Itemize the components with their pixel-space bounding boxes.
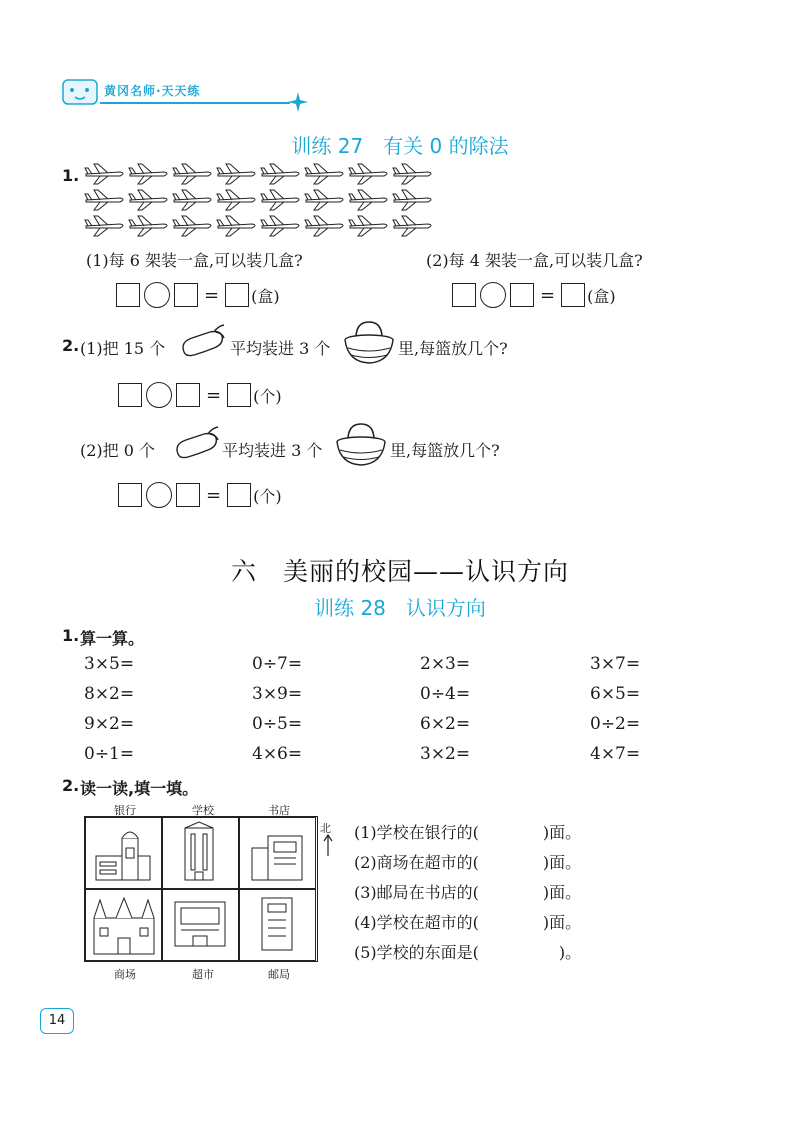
q2-sub1-equation: = (个) bbox=[118, 382, 282, 408]
map-cell-post-office bbox=[239, 889, 316, 961]
map-label-post-office: 邮局 bbox=[268, 968, 290, 981]
airplane-icon bbox=[85, 190, 123, 210]
direction-question-4: (4)学校在超市的( )面。 bbox=[354, 913, 582, 932]
calc-item: 3×7= bbox=[590, 654, 641, 674]
q2-sub2-text-a: (2)把 0 个 bbox=[80, 441, 156, 460]
calc-item: 4×7= bbox=[590, 744, 641, 764]
q1-sub1-equation: = (盒) bbox=[116, 282, 280, 308]
calc-item: 2×3= bbox=[420, 654, 471, 674]
answer-box[interactable] bbox=[118, 383, 142, 407]
q1-sub2-equation: = (盒) bbox=[452, 282, 616, 308]
map-label-school: 学校 bbox=[192, 804, 214, 817]
airplane-icon bbox=[349, 190, 387, 210]
q1-sub1-text: (1)每 6 架装一盒,可以装几盒? bbox=[86, 251, 303, 270]
supermarket-building-icon bbox=[163, 890, 240, 962]
q2-sub2-text-c: 里,每篮放几个? bbox=[390, 441, 500, 460]
calc-item: 9×2= bbox=[84, 714, 135, 734]
airplane-icon bbox=[173, 164, 211, 184]
airplane-icon bbox=[85, 216, 123, 236]
unit-label: (盒) bbox=[587, 286, 616, 306]
direction-question-3: (3)邮局在书店的( )面。 bbox=[354, 883, 582, 902]
calc-item: 8×2= bbox=[84, 684, 135, 704]
airplane-icon bbox=[85, 164, 123, 184]
q2-sub1-text-c: 里,每篮放几个? bbox=[398, 339, 508, 358]
map-grid bbox=[84, 816, 318, 962]
airplane-icon bbox=[393, 216, 431, 236]
eggplant-icon bbox=[178, 322, 228, 360]
north-label: 北 bbox=[320, 822, 331, 835]
direction-map bbox=[84, 802, 332, 982]
calc-item: 0÷2= bbox=[590, 714, 641, 734]
airplane-icon bbox=[305, 190, 343, 210]
answer-box[interactable] bbox=[452, 283, 476, 307]
map-cell-school bbox=[162, 817, 239, 889]
airplane-icon bbox=[305, 164, 343, 184]
basket-icon bbox=[334, 420, 388, 470]
answer-box[interactable] bbox=[227, 383, 251, 407]
airplane-icon bbox=[129, 216, 167, 236]
airplane-icon bbox=[261, 190, 299, 210]
answer-box[interactable] bbox=[561, 283, 585, 307]
calc-item: 3×2= bbox=[420, 744, 471, 764]
map-label-mall: 商场 bbox=[114, 968, 136, 981]
brand-text: 黄冈名师·天天练 bbox=[104, 84, 201, 98]
map-label-bank: 银行 bbox=[114, 804, 136, 817]
l28-question-1-label: 算一算。 bbox=[80, 629, 145, 648]
map-cell-bookstore bbox=[239, 817, 316, 889]
unit-label: (个) bbox=[253, 486, 282, 506]
calc-item: 6×5= bbox=[590, 684, 641, 704]
direction-question-2: (2)商场在超市的( )面。 bbox=[354, 853, 582, 872]
map-label-supermarket: 超市 bbox=[192, 968, 214, 981]
post-office-building-icon bbox=[240, 890, 317, 962]
unit-label: (个) bbox=[253, 386, 282, 406]
basket-icon bbox=[342, 318, 396, 368]
eggplant-icon bbox=[172, 424, 222, 462]
airplane-icon bbox=[129, 164, 167, 184]
q2-sub1-text-a: (1)把 15 个 bbox=[80, 339, 166, 358]
airplane-icon bbox=[349, 216, 387, 236]
question-1-number: 1. bbox=[62, 166, 80, 185]
airplane-icon bbox=[349, 164, 387, 184]
airplane-icon bbox=[173, 190, 211, 210]
unit-6-title: 六 美丽的校园——认识方向 bbox=[230, 557, 569, 586]
sparkle-icon bbox=[288, 92, 308, 112]
map-cell-supermarket bbox=[162, 889, 239, 961]
answer-box[interactable] bbox=[174, 283, 198, 307]
question-2-number: 2. bbox=[62, 336, 80, 355]
operator-circle[interactable] bbox=[144, 282, 170, 308]
calc-item: 3×9= bbox=[252, 684, 303, 704]
school-building-icon bbox=[163, 818, 240, 890]
lesson-27-title: 训练 27 有关 0 的除法 bbox=[291, 134, 509, 158]
airplane-icon bbox=[217, 164, 255, 184]
q1-sub2-text: (2)每 4 架装一盒,可以装几盒? bbox=[426, 251, 643, 270]
q2-sub1-text-b: 平均装进 3 个 bbox=[230, 339, 331, 358]
l28-question-1-number: 1. bbox=[62, 626, 80, 645]
answer-box[interactable] bbox=[116, 283, 140, 307]
calc-item: 0÷7= bbox=[252, 654, 303, 674]
calc-item: 4×6= bbox=[252, 744, 303, 764]
brand-underline bbox=[100, 102, 290, 104]
operator-circle[interactable] bbox=[146, 482, 172, 508]
q2-sub2-equation: = (个) bbox=[118, 482, 282, 508]
airplanes-illustration bbox=[84, 162, 444, 240]
airplane-icon bbox=[393, 190, 431, 210]
direction-question-5: (5)学校的东面是( )。 bbox=[354, 943, 582, 962]
operator-circle[interactable] bbox=[146, 382, 172, 408]
l28-question-2-number: 2. bbox=[62, 776, 80, 795]
operator-circle[interactable] bbox=[480, 282, 506, 308]
answer-box[interactable] bbox=[176, 383, 200, 407]
airplane-icon bbox=[217, 216, 255, 236]
airplane-icon bbox=[305, 216, 343, 236]
map-label-bookstore: 书店 bbox=[268, 804, 290, 817]
answer-box[interactable] bbox=[176, 483, 200, 507]
bank-building-icon bbox=[86, 818, 163, 890]
airplane-icon bbox=[393, 164, 431, 184]
l28-question-2-label: 读一读,填一填。 bbox=[80, 779, 199, 798]
calc-item: 0÷4= bbox=[420, 684, 471, 704]
map-cell-bank bbox=[85, 817, 162, 889]
mall-building-icon bbox=[86, 890, 163, 962]
q2-sub2-text-b: 平均装进 3 个 bbox=[222, 441, 323, 460]
calc-item: 6×2= bbox=[420, 714, 471, 734]
page-number: 14 bbox=[40, 1008, 74, 1034]
direction-question-1: (1)学校在银行的( )面。 bbox=[354, 823, 582, 842]
airplane-icon bbox=[129, 190, 167, 210]
answer-box[interactable] bbox=[227, 483, 251, 507]
airplane-icon bbox=[173, 216, 211, 236]
north-arrow-icon bbox=[323, 834, 333, 856]
airplane-icon bbox=[261, 216, 299, 236]
calc-item: 0÷1= bbox=[84, 744, 135, 764]
bookstore-building-icon bbox=[240, 818, 317, 890]
bear-logo-icon bbox=[60, 78, 100, 106]
answer-box[interactable] bbox=[510, 283, 534, 307]
calc-item: 0÷5= bbox=[252, 714, 303, 734]
calc-item: 3×5= bbox=[84, 654, 135, 674]
lesson-28-title: 训练 28 认识方向 bbox=[314, 596, 486, 620]
answer-box[interactable] bbox=[225, 283, 249, 307]
answer-box[interactable] bbox=[118, 483, 142, 507]
airplane-icon bbox=[217, 190, 255, 210]
airplane-icon bbox=[261, 164, 299, 184]
unit-label: (盒) bbox=[251, 286, 280, 306]
map-cell-mall bbox=[85, 889, 162, 961]
